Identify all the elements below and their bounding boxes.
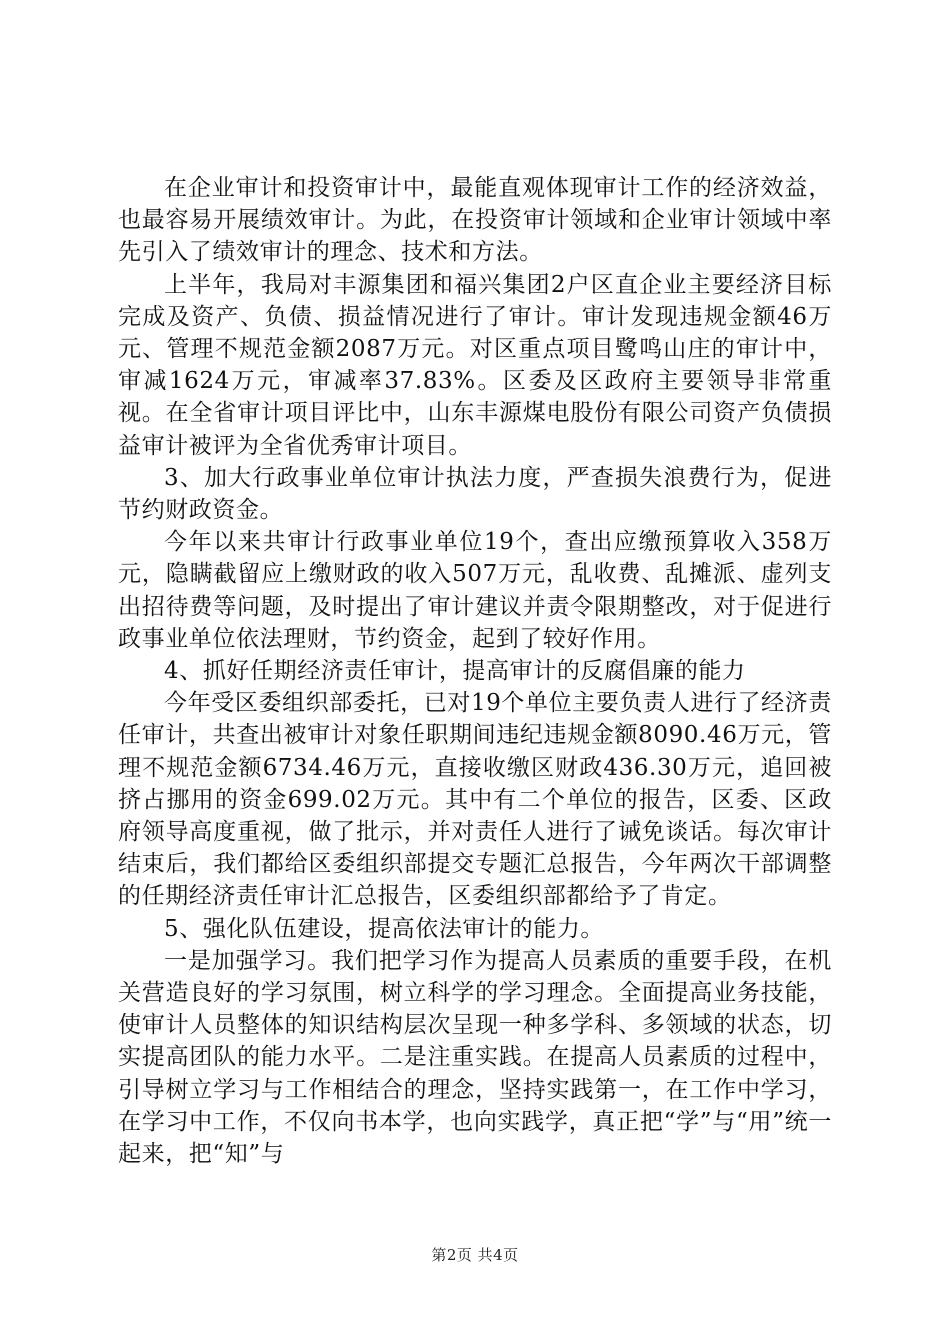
paragraph-team-building: 一是加强学习。我们把学习作为提高人员素质的重要手段，在机关营造良好的学习氛围，树立科学的学习理念。全面提高业务技能，使审计人员整体的知识结构层次呈现一种多学科、多领域的状态，切实提高团队的能力水平。二是注重实践。在提高人员素质的过程中，引导树立学习与工作相结合的理念，坚持实践第一，在工作中学习，在学习中工作，不仅向书本学，也向实践学，真正把“学”与“用”统一起来，把“知”与	[118, 947, 832, 1168]
section-heading-5: 5、强化队伍建设，提高依法审计的能力。	[164, 915, 605, 942]
paragraph-performance-audit-intro: 在企业审计和投资审计中，最能直观体现审计工作的经济效益，也最容易开展绩效审计。为此，在投资审计领域和企业审计领域中率先引入了绩效审计的理念、技术和方法。	[118, 175, 832, 266]
paragraph-economic-responsibility-audit: 今年受区委组织部委托，已对19个单位主要负责人进行了经济责任审计，共查出被审计对象任职期间违纪违规金额8090.46万元，管理不规范金额6734.46万元，直接收缴区财政436.30万元，追回被挤占挪用的资金699.02万元。其中有二个单位的报告，区委、区政府领导高度重视，做了批示，并对责任人进行了诫免谈话。每次审计结束后，我们都给区委组织部提交专题汇总报告，今年两次干部调整的任期经济责任审计汇总报告，区委组织部都给予了肯定。	[118, 690, 832, 910]
page-number-footer: 第2页 共4页	[431, 1246, 519, 1264]
paragraph-enterprise-audit-results: 上半年，我局对丰源集团和福兴集团2户区直企业主要经济目标完成及资产、负债、损益情况进行了审计。审计发现违规金额46万元、管理不规范金额2087万元。对区重点项目鹭鸣山庄的审计中，审减1624万元，审减率37.83%。区委及区政府主要领导非常重视。在全省审计项目评比中，山东丰源煤电股份有限公司资产负债损益审计被评为全省优秀审计项目。	[118, 271, 832, 459]
section-heading-3: 3、加大行政事业单位审计执法力度，严查损失浪费行为，促进节约财政资金。	[118, 464, 832, 524]
document-body	[118, 172, 832, 1170]
paragraph-admin-unit-audit: 今年以来共审计行政事业单位19个，查出应缴预算收入358万元，隐瞒截留应上缴财政的收入507万元，乱收费、乱摊派、虚列支出招待费等问题，及时提出了审计建议并责令限期整改，对于促进行政事业单位依法理财，节约资金，起到了较好作用。	[118, 529, 832, 652]
section-heading-4: 4、抓好任期经济责任审计，提高审计的反腐倡廉的能力	[164, 658, 746, 685]
